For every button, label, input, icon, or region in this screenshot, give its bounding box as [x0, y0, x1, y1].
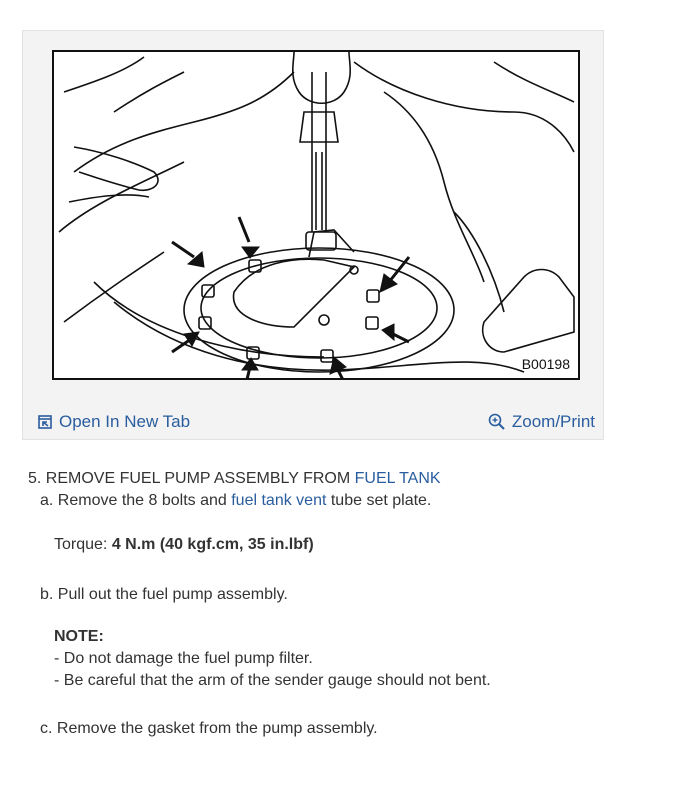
fuel-tank-link[interactable]: FUEL TANK	[354, 470, 441, 487]
substep-a	[40, 490, 668, 512]
substep-c: c. Remove the gasket from the pump assembly.	[40, 720, 378, 737]
step-title	[28, 468, 668, 490]
step-title-text: REMOVE FUEL PUMP ASSEMBLY FROM	[45, 470, 351, 487]
open-new-tab-icon	[37, 414, 53, 430]
fuel-pump-drawing	[54, 52, 578, 378]
note-item: - Do not damage the fuel pump filter.	[54, 650, 313, 667]
substep-a-prefix: a. Remove the 8 bolts and	[40, 492, 227, 509]
fuel-tank-vent-link[interactable]: fuel tank vent	[231, 492, 327, 509]
figure-card	[22, 30, 604, 440]
torque-value: 4 N.m (40 kgf.cm, 35 in.lbf)	[111, 536, 314, 553]
torque-label: Torque:	[54, 536, 108, 553]
fuel-pump-illustration	[52, 50, 580, 380]
substep-a-suffix: tube set plate.	[330, 492, 432, 509]
open-in-new-tab-link[interactable]	[37, 412, 190, 432]
note-block	[54, 626, 668, 692]
figure-code: B00198	[521, 356, 570, 372]
open-in-new-tab-label: Open In New Tab	[59, 412, 191, 431]
torque-spec	[54, 534, 668, 556]
zoom-print-link[interactable]	[488, 412, 595, 432]
procedure-content	[28, 468, 668, 740]
note-title: NOTE:	[54, 628, 104, 645]
zoom-in-icon	[488, 413, 506, 431]
step-number: 5.	[28, 470, 42, 487]
zoom-print-label: Zoom/Print	[511, 412, 595, 431]
note-item: - Be careful that the arm of the sender gauge should not bent.	[54, 672, 491, 689]
substep-b: b. Pull out the fuel pump assembly.	[40, 586, 288, 603]
